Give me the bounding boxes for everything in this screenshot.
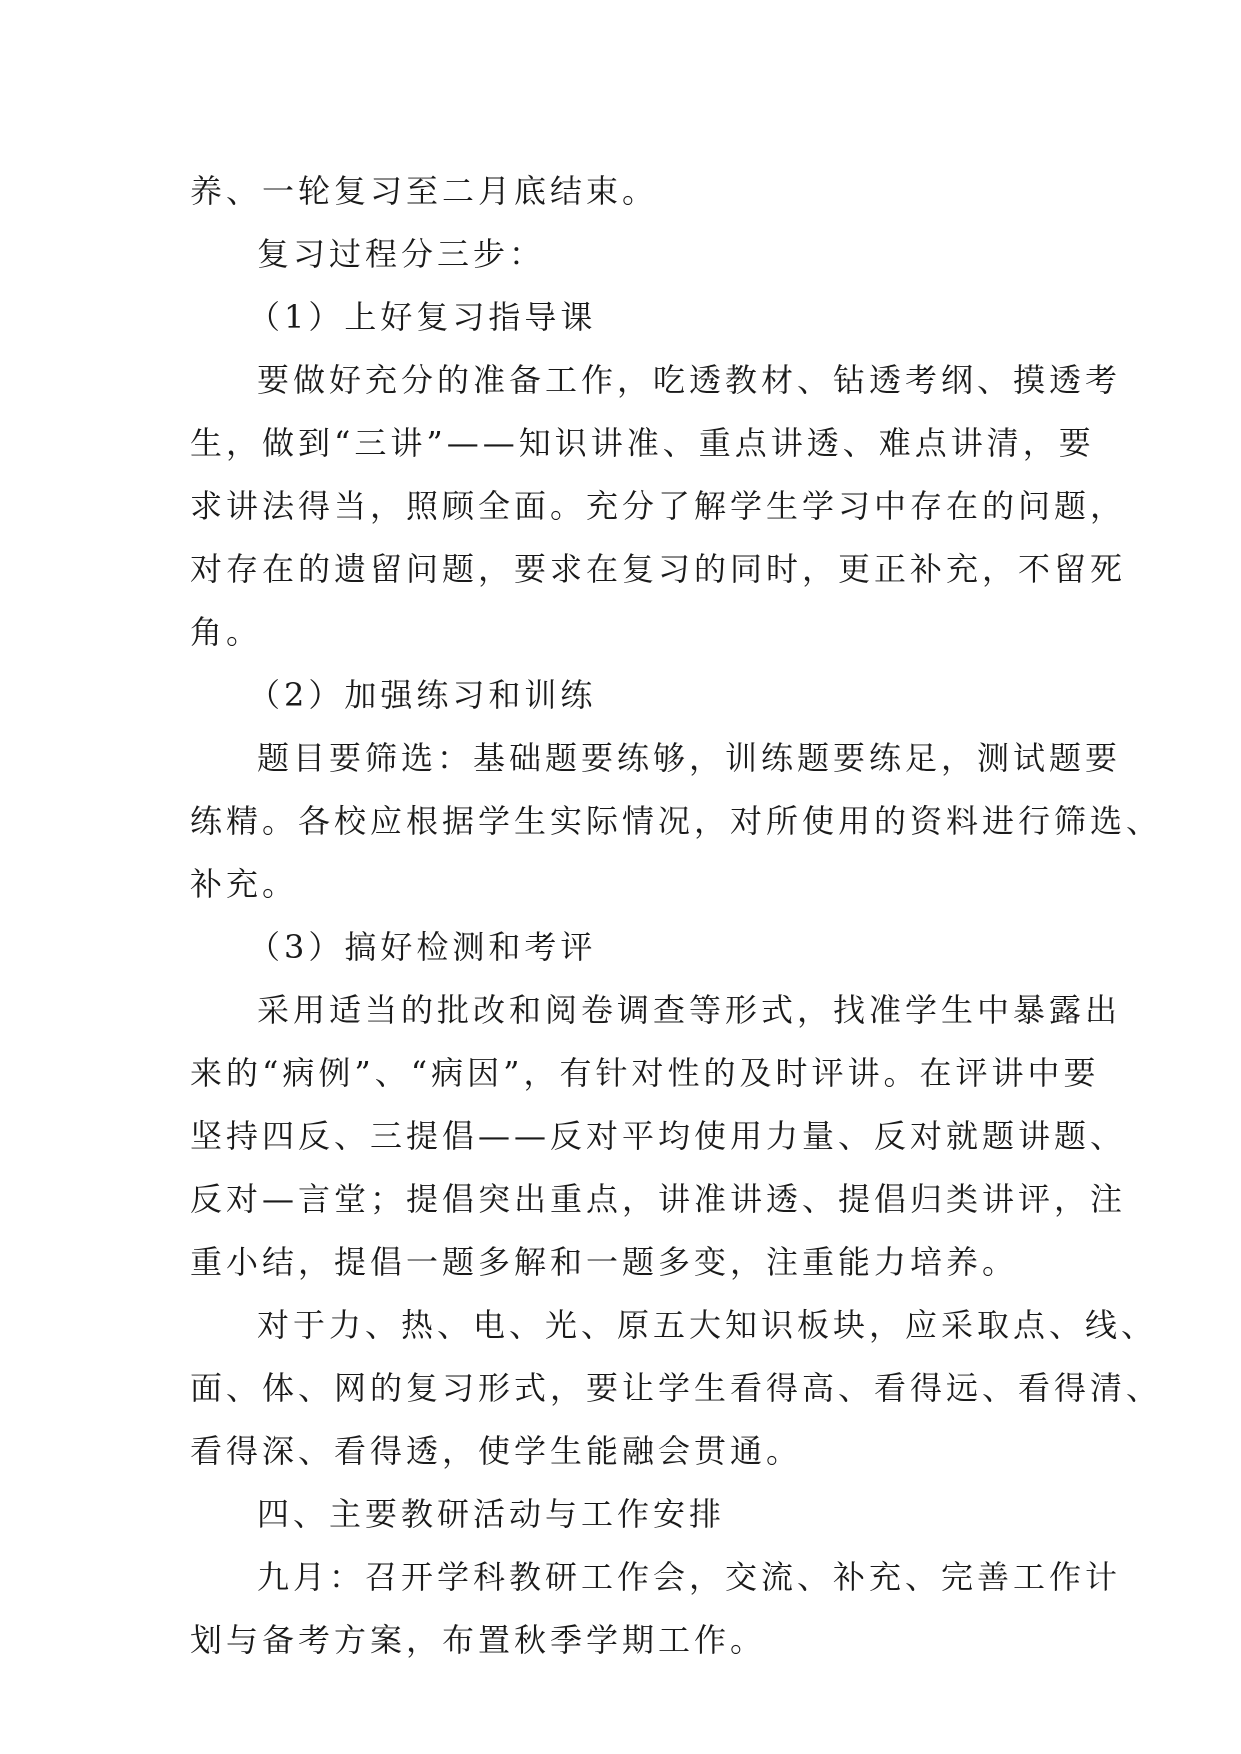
paragraph-line: 求讲法得当，照顾全面。充分了解学生学习中存在的问题，: [190, 487, 1127, 525]
paragraph-line: 来的“病例”、“病因”，有针对性的及时评讲。在评讲中要: [190, 1054, 1100, 1092]
paragraph-line: 角。: [190, 613, 263, 651]
paragraph-line: 看得深、看得透，使学生能融会贯通。: [190, 1432, 803, 1470]
paragraph-line: 九月：召开学科教研工作会，交流、补充、完善工作计: [257, 1558, 1122, 1596]
document-page: [190, 160, 1163, 1672]
paragraph-line: 采用适当的批改和阅卷调查等形式，找准学生中暴露出: [257, 991, 1122, 1029]
paragraph-line: 面、体、网的复习形式，要让学生看得高、看得远、看得清、: [190, 1369, 1163, 1407]
paragraph-line: 重小结，提倡一题多解和一题多变，注重能力培养。: [190, 1243, 1019, 1281]
section-heading: （1）上好复习指导课: [248, 298, 597, 336]
paragraph-line: 练精。各校应根据学生实际情况，对所使用的资料进行筛选、: [190, 802, 1163, 840]
paragraph-line: 坚持四反、三提倡——反对平均使用力量、反对就题讲题、: [190, 1117, 1127, 1155]
paragraph-line: 养、一轮复习至二月底结束。: [190, 172, 659, 210]
paragraph-line: 划与备考方案，布置秋季学期工作。: [190, 1621, 767, 1659]
paragraph-line: 题目要筛选：基础题要练够，训练题要练足，测试题要: [257, 739, 1122, 777]
paragraph-line: 反对—言堂；提倡突出重点，讲准讲透、提倡归类讲评，注: [190, 1180, 1127, 1218]
section-heading: （3）搞好检测和考评: [248, 928, 597, 966]
section-heading: 四、主要教研活动与工作安排: [257, 1495, 726, 1533]
section-heading: （2）加强练习和训练: [248, 676, 597, 714]
paragraph-line: 复习过程分三步：: [257, 235, 546, 273]
paragraph-line: 对于力、热、电、光、原五大知识板块，应采取点、线、: [257, 1306, 1158, 1344]
paragraph-line: 生，做到“三讲”——知识讲准、重点讲透、难点讲清，要: [190, 424, 1095, 462]
paragraph-line: 对存在的遗留问题，要求在复习的同时，更正补充，不留死: [190, 550, 1127, 588]
paragraph-line: 要做好充分的准备工作，吃透教材、钻透考纲、摸透考: [257, 361, 1122, 399]
paragraph-line: 补充。: [190, 865, 299, 903]
